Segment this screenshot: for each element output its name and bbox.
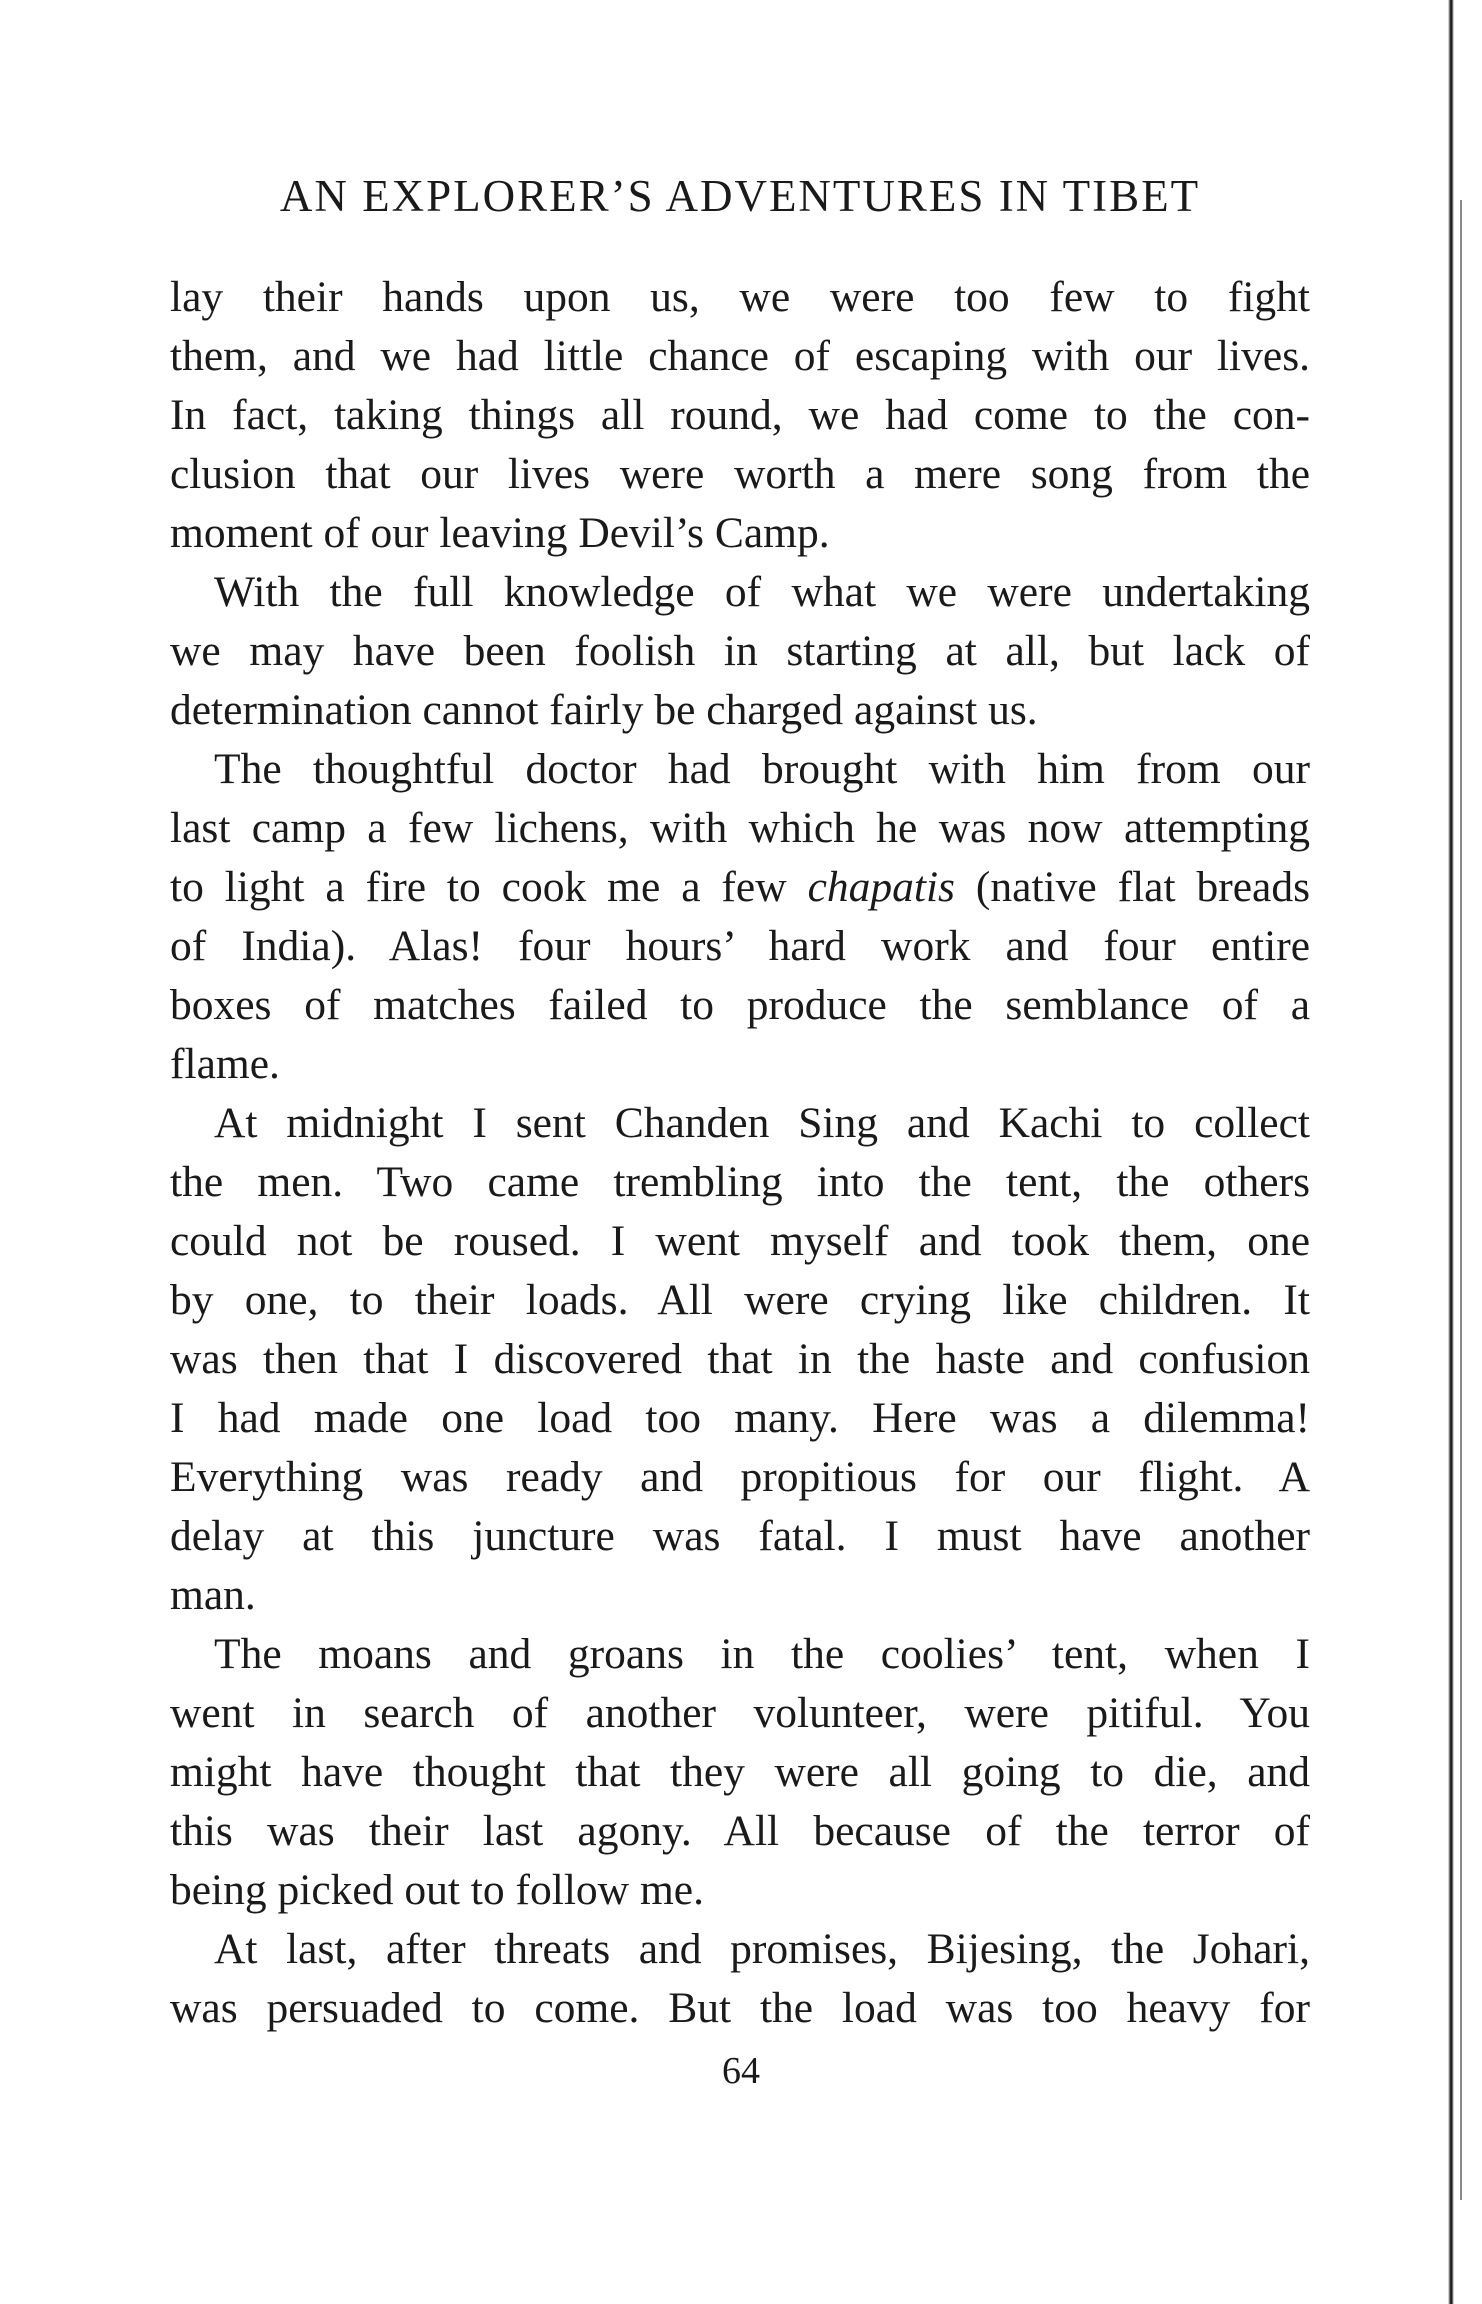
text-line: In fact, taking things all round, we had come to the con-	[170, 391, 1310, 439]
text-line: moment of our leaving Devil’s Camp.	[170, 509, 830, 557]
body-text	[170, 268, 1310, 2038]
text-line: went in search of another volunteer, were pitiful. You	[170, 1689, 1310, 1737]
running-head: AN EXPLORER’S ADVENTURES IN TIBET	[279, 171, 1201, 221]
text-line: The thoughtful doctor had brought with him from our	[214, 745, 1310, 793]
text-line: by one, to their loads. All were crying like children. It	[170, 1276, 1310, 1324]
text-line: At midnight I sent Chanden Sing and Kachi to collect	[214, 1099, 1310, 1147]
text-line: flame.	[170, 1040, 280, 1088]
text-line: we may have been foolish in starting at all, but lack of	[170, 627, 1310, 675]
text-line: boxes of matches failed to produce the semblance of a	[170, 981, 1310, 1029]
text-line: was then that I discovered that in the haste and confusion	[170, 1335, 1310, 1383]
text-line: determination cannot fairly be charged against us.	[170, 686, 1038, 734]
text-line: At last, after threats and promises, Bijesing, the Johari,	[214, 1925, 1310, 1973]
text-line: of India). Alas! four hours’ hard work and four entire	[170, 922, 1310, 970]
text-line: being picked out to follow me.	[170, 1866, 704, 1914]
binding-edge	[1448, 0, 1454, 2304]
text-line: could not be roused. I went myself and took them, one	[170, 1217, 1310, 1265]
binding-edge-shadow	[1460, 200, 1462, 2200]
text-line: I had made one load too many. Here was a dilemma!	[170, 1394, 1310, 1442]
text-line: clusion that our lives were worth a mere song from the	[170, 450, 1310, 498]
text-line: them, and we had little chance of escaping with our lives.	[170, 332, 1310, 380]
text-line: Everything was ready and propitious for our flight. A	[170, 1453, 1310, 1501]
page-number: 64	[722, 2050, 760, 2092]
text-line: this was their last agony. All because of the terror of	[170, 1807, 1310, 1855]
text-line: lay their hands upon us, we were too few to fight	[170, 273, 1310, 321]
text-line: to light a fire to cook me a few chapatis (native flat breads	[170, 863, 1310, 911]
text-line: the men. Two came trembling into the tent, the others	[170, 1158, 1310, 1206]
text-line: man.	[170, 1571, 256, 1619]
text-line: last camp a few lichens, with which he was now attempting	[170, 804, 1310, 852]
text-line: might have thought that they were all going to die, and	[170, 1748, 1310, 1796]
text-line: delay at this juncture was fatal. I must have another	[170, 1512, 1310, 1560]
text-line: The moans and groans in the coolies’ tent, when I	[214, 1630, 1310, 1678]
text-line: was persuaded to come. But the load was too heavy for	[170, 1984, 1310, 2032]
text-line: With the full knowledge of what we were undertaking	[214, 568, 1310, 616]
